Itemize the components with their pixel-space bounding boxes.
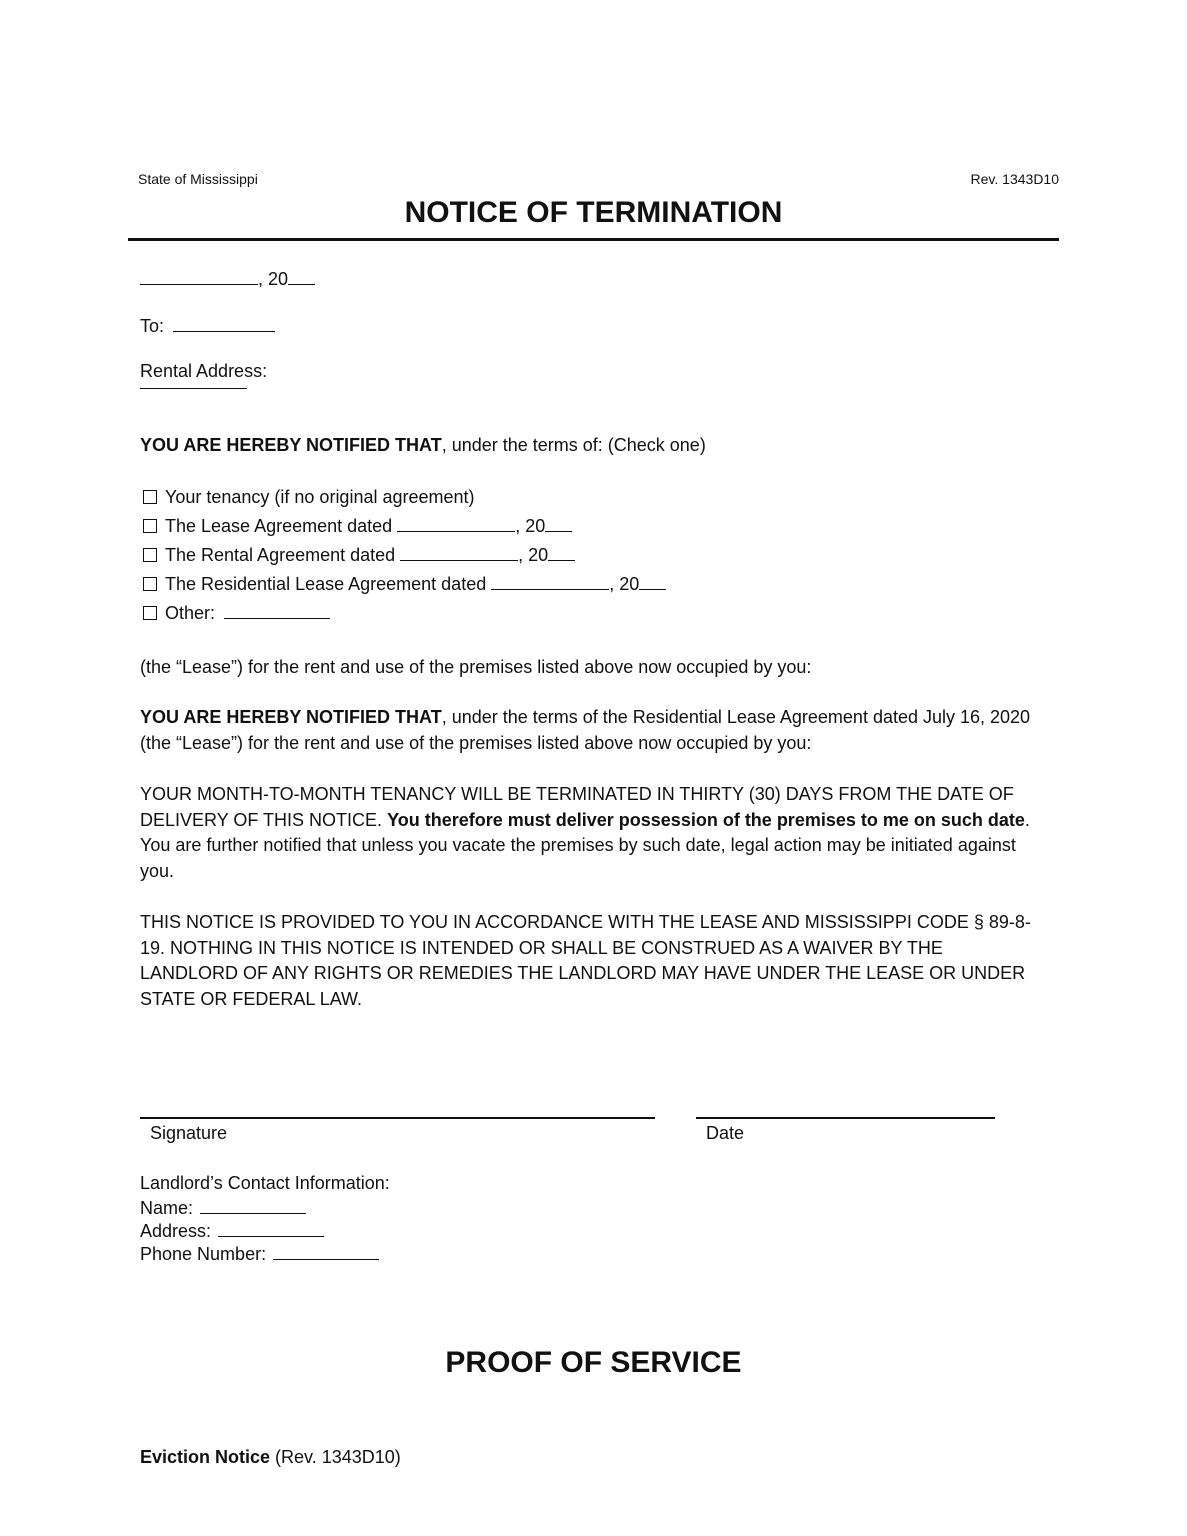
rental-address-blank[interactable] bbox=[140, 388, 247, 389]
year-blank[interactable] bbox=[288, 269, 315, 285]
contact-heading: Landlord’s Contact Information: bbox=[140, 1173, 390, 1193]
revision-label: Rev. 1343D10 bbox=[970, 171, 1059, 187]
date-blank[interactable] bbox=[140, 269, 258, 285]
legal-paragraph: THIS NOTICE IS PROVIDED TO YOU IN ACCORDANCE WITH THE LEASE AND MISSISSIPPI CODE § 89-8-19. NOTHING IN THIS NOTICE IS INTENDED OR SHALL BE CONSTRUED AS A WAIVER BY THE LANDLORD OF ANY RIGHTS OR REMEDIES THE LANDLORD MAY HAVE UNDER THE LEASE OR UNDER STATE OR FEDERAL LAW. bbox=[140, 912, 1031, 1009]
signature-line[interactable] bbox=[140, 1117, 655, 1119]
year-blank[interactable] bbox=[548, 545, 575, 561]
contact-phone-line: Phone Number: bbox=[140, 1242, 379, 1266]
name-blank[interactable] bbox=[200, 1198, 306, 1214]
to-label: To: bbox=[140, 316, 165, 336]
option-other: Other: bbox=[140, 600, 330, 626]
date-blank[interactable] bbox=[491, 574, 609, 590]
lease-definition-line: (the “Lease”) for the rent and use of the premises listed above now occupied by you: bbox=[140, 657, 812, 677]
signature-label: Signature bbox=[150, 1123, 228, 1143]
phone-blank[interactable] bbox=[273, 1244, 379, 1260]
check-one-intro: YOU ARE HEREBY NOTIFIED THAT, under the terms of: (Check one) bbox=[140, 435, 706, 455]
date-line: , 20 bbox=[140, 266, 315, 292]
checkbox[interactable] bbox=[143, 519, 157, 533]
year-blank[interactable] bbox=[545, 516, 572, 532]
contact-address-line: Address: bbox=[140, 1219, 324, 1243]
address-blank[interactable] bbox=[218, 1221, 324, 1237]
checkbox[interactable] bbox=[143, 548, 157, 562]
year-blank[interactable] bbox=[639, 574, 666, 590]
option-rental-agreement: The Rental Agreement dated , 20 bbox=[140, 542, 575, 568]
date-blank[interactable] bbox=[397, 516, 515, 532]
checkbox[interactable] bbox=[143, 490, 157, 504]
notified-paragraph: YOU ARE HEREBY NOTIFIED THAT, under the terms of the Residential Lease Agreement dated July 16, 2020 (the “Lease”) for the rent and use of the premises listed above now occupied by you: bbox=[140, 707, 1031, 753]
option-lease-agreement: The Lease Agreement dated , 20 bbox=[140, 513, 572, 539]
checkbox[interactable] bbox=[143, 606, 157, 620]
footer: Eviction Notice (Rev. 1343D10) bbox=[140, 1447, 401, 1467]
option-tenancy: Your tenancy (if no original agreement) bbox=[140, 484, 475, 510]
state-label: State of Mississippi bbox=[138, 171, 258, 187]
contact-name-line: Name: bbox=[140, 1196, 306, 1220]
to-blank[interactable] bbox=[173, 316, 275, 332]
termination-paragraph: YOUR MONTH-TO-MONTH TENANCY WILL BE TERMINATED IN THIRTY (30) DAYS FROM THE DATE OF DELIVERY OF THIS NOTICE. You therefore must deliver possession of the premises to me on such date. You are further notified that unless you vacate the premises by such date, legal action may be initiated against you. bbox=[140, 784, 1030, 881]
to-line bbox=[140, 313, 275, 339]
page-title: NOTICE OF TERMINATION bbox=[404, 196, 783, 229]
date-signature-line[interactable] bbox=[696, 1117, 995, 1119]
date-label: Date bbox=[706, 1123, 745, 1143]
proof-of-service-title: PROOF OF SERVICE bbox=[445, 1346, 742, 1379]
date-blank[interactable] bbox=[400, 545, 518, 561]
option-residential-lease: The Residential Lease Agreement dated , 20 bbox=[140, 571, 666, 597]
checkbox[interactable] bbox=[143, 577, 157, 591]
rental-address-label: Rental Address: bbox=[140, 361, 268, 381]
title-rule bbox=[128, 238, 1059, 241]
other-blank[interactable] bbox=[224, 603, 330, 619]
